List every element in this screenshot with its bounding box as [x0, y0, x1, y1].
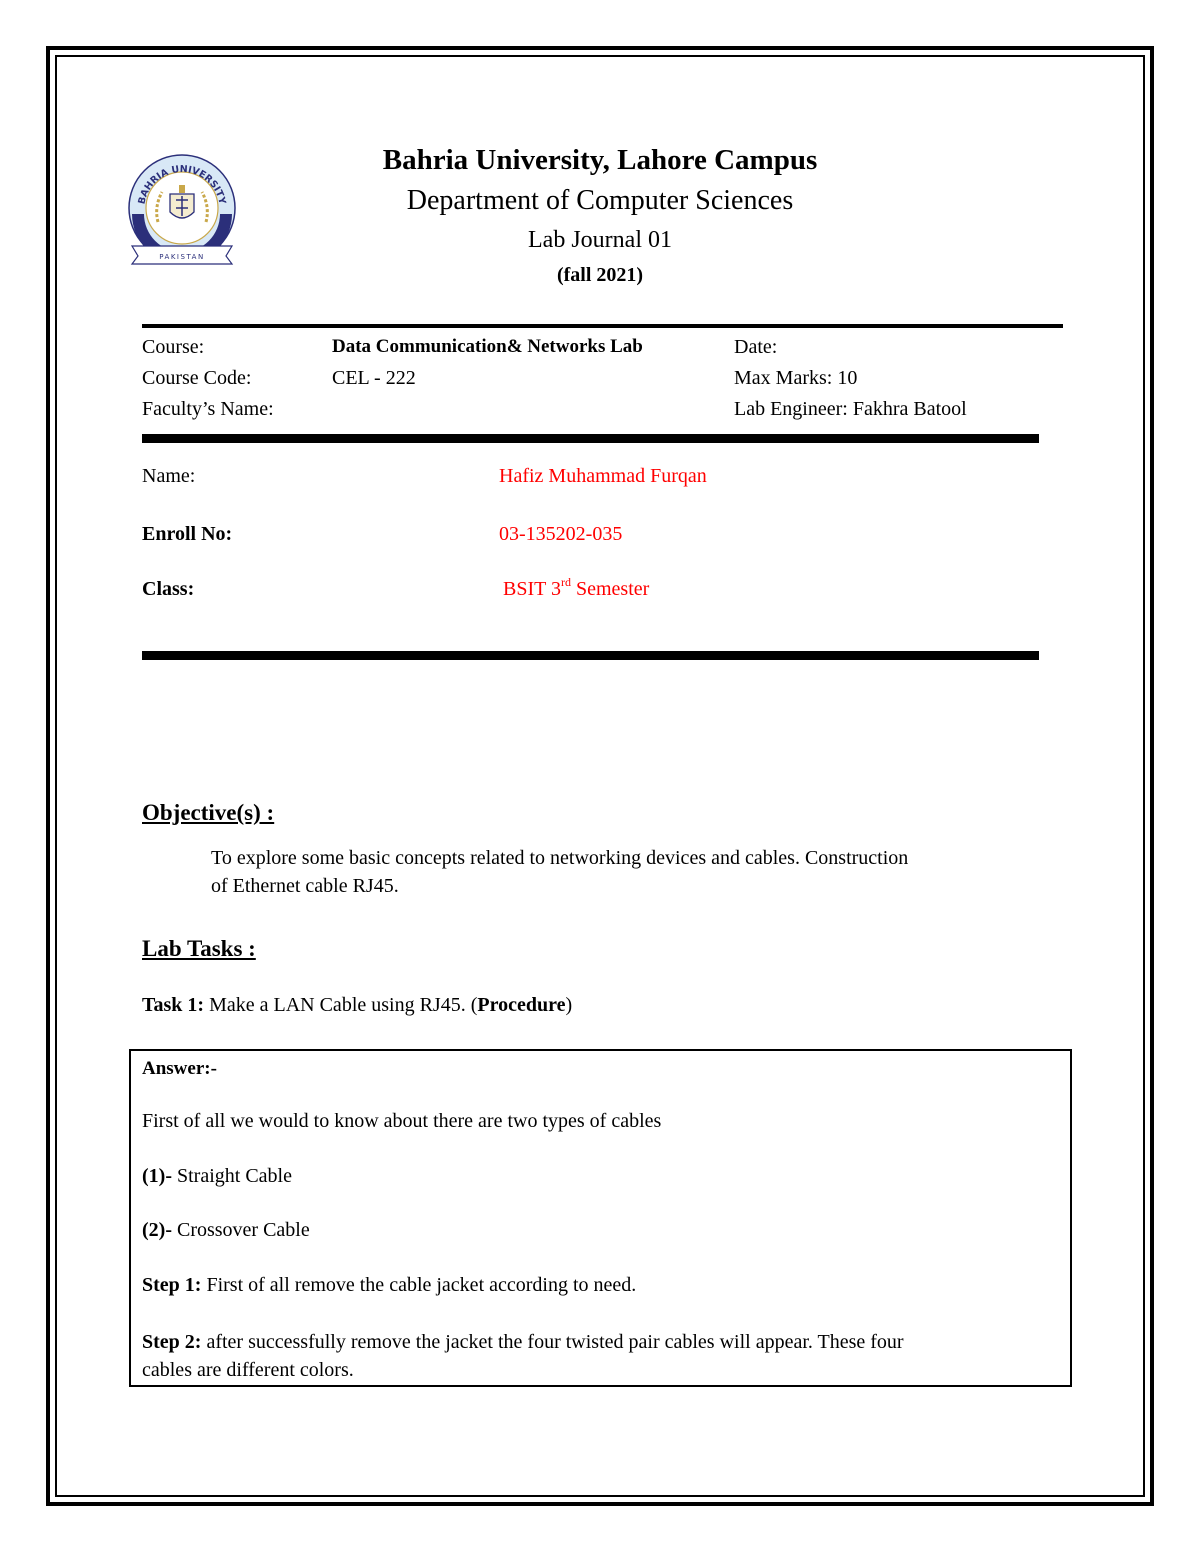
course-code-value: CEL - 222: [332, 367, 416, 389]
enroll-number: 03-135202-035: [499, 523, 623, 545]
answer-item-1: (1)- Straight Cable: [142, 1165, 292, 1187]
date-label: Date:: [734, 336, 778, 358]
class-value: BSIT 3rd Semester: [503, 575, 650, 600]
name-label: Name:: [142, 465, 196, 487]
logo-text-top: BAHRIA UNIVERSITY: [136, 163, 228, 206]
objective-text: To explore some basic concepts related to networking devices and cables. Construction of Ethernet cable RJ45.: [211, 847, 909, 897]
student-name: Hafiz Muhammad Furqan: [499, 465, 707, 487]
logo-text-bottom: PAKISTAN: [159, 253, 205, 261]
objective-heading: Objective(s) :: [142, 800, 275, 825]
university-title: Bahria University, Lahore Campus: [382, 144, 818, 176]
department-title: Department of Computer Sciences: [406, 185, 794, 216]
answer-item-2: (2)- Crossover Cable: [142, 1219, 310, 1241]
divider-bottom: [142, 651, 1039, 660]
term-label: (fall 2021): [556, 264, 644, 286]
answer-intro: First of all we would to know about there are two types of cables: [142, 1110, 662, 1132]
lab-engineer: Lab Engineer: Fakhra Batool: [734, 398, 967, 420]
answer-step-1: Step 1: First of all remove the cable jacket according to need.: [142, 1274, 637, 1296]
course-code-label: Course Code:: [142, 367, 252, 389]
university-logo: [124, 152, 240, 268]
faculty-label: Faculty’s Name:: [142, 398, 274, 420]
journal-title: Lab Journal 01: [528, 227, 672, 253]
divider-middle: [142, 434, 1039, 443]
course-label: Course:: [142, 336, 205, 358]
divider-top: [142, 324, 1063, 328]
task1-line: Task 1: Make a LAN Cable using RJ45. (Procedure): [142, 994, 573, 1016]
max-marks: Max Marks: 10: [734, 367, 858, 389]
class-label: Class:: [142, 578, 195, 600]
enroll-label: Enroll No:: [142, 523, 233, 545]
lab-tasks-heading: Lab Tasks :: [142, 936, 256, 961]
course-value: Data Communication& Networks Lab: [332, 336, 643, 357]
answer-step-2: Step 2: after successfully remove the jacket the four twisted pair cables will appear. These four cables are different colors.: [142, 1331, 904, 1381]
answer-heading: Answer:-: [142, 1058, 217, 1079]
